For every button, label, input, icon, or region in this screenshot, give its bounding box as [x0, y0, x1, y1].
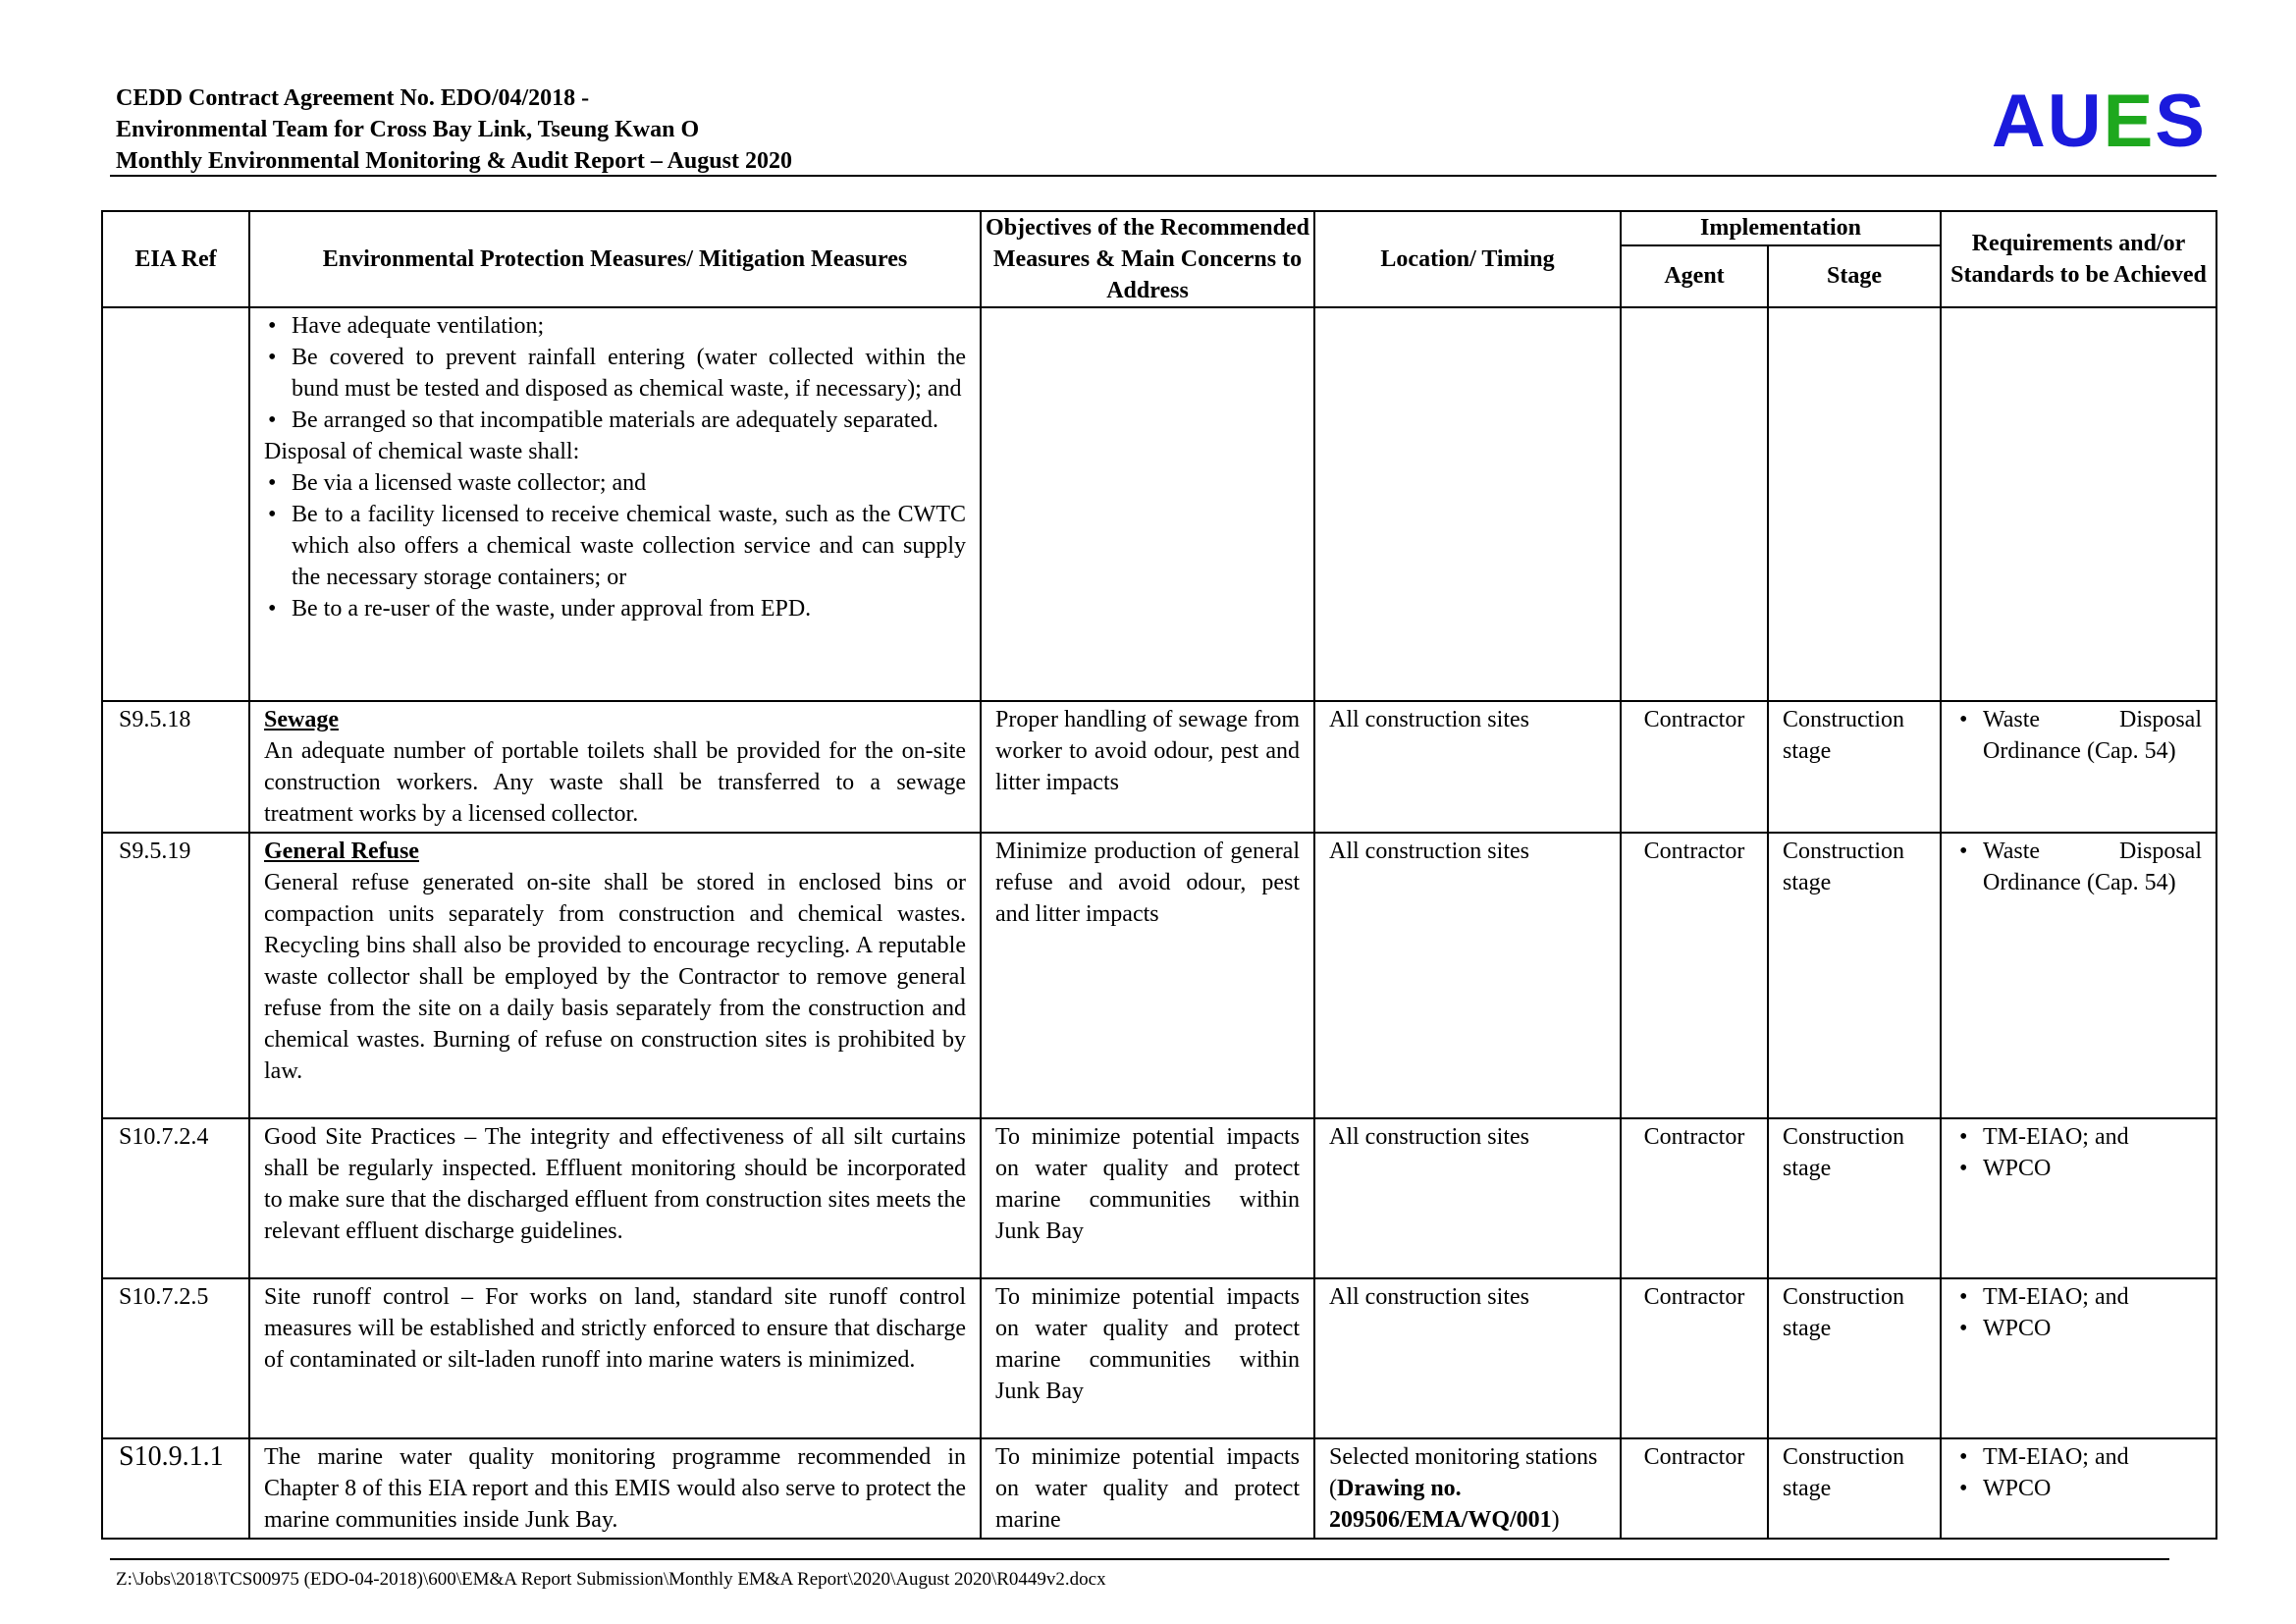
stage-cell: Construction stage — [1768, 1118, 1941, 1278]
location-cell: All construction sites — [1314, 833, 1621, 1118]
eia-ref-cell: S10.9.1.1 — [102, 1438, 249, 1539]
header-divider — [110, 175, 2216, 177]
list-item: • Have adequate ventilation; — [264, 310, 966, 342]
requirements-list — [1955, 1441, 2202, 1504]
contract-title: CEDD Contract Agreement No. EDO/04/2018 - — [116, 85, 590, 111]
agent-cell: Contractor — [1621, 833, 1768, 1118]
measures-cell: Site runoff control – For works on land, standard site runoff control measures will be established and strictly enforced to ensure that discharge of contaminated or silt-laden runoff into marine waters is minimized. — [249, 1278, 981, 1438]
stage-cell — [1768, 307, 1941, 701]
location-cell: All construction sites — [1314, 701, 1621, 833]
requirements-cell — [1941, 833, 2216, 1118]
agent-cell: Contractor — [1621, 701, 1768, 833]
list-item: • Be covered to prevent rainfall entering (water collected within the bund must be tested and disposed as chemical waste, if necessary); and — [264, 342, 966, 405]
col-header-measures: Environmental Protection Measures/ Mitigation Measures — [249, 211, 981, 307]
table-row — [102, 833, 2216, 1118]
mitigation-measures-table — [101, 210, 2217, 1540]
table-row — [102, 701, 2216, 833]
requirements-list — [1955, 836, 2202, 898]
eia-ref-cell: S10.7.2.4 — [102, 1118, 249, 1278]
measures-cell — [249, 833, 981, 1118]
measures-cell — [249, 701, 981, 833]
table-row — [102, 1278, 2216, 1438]
col-header-requirements: Requirements and/or Standards to be Achieved — [1941, 211, 2216, 307]
agent-cell: Contractor — [1621, 1278, 1768, 1438]
measure-text: General refuse generated on-site shall be stored in enclosed bins or compaction units separately from construction and chemical wastes. Recycling bins shall also be provided to encourage recycling. A reputable waste collector shall be employed by the Contractor to remove general refuse from the site on a daily basis separately from the construction and chemical wastes. Burning of refuse on construction sites is prohibited by law. — [264, 870, 966, 1084]
location-cell — [1314, 1438, 1621, 1539]
disposal-intro-text: Disposal of chemical waste shall: — [264, 439, 580, 464]
storage-requirements-list — [264, 310, 966, 436]
measure-title: General Refuse — [264, 839, 419, 864]
measures-cell — [249, 307, 981, 701]
stage-cell: Construction stage — [1768, 701, 1941, 833]
requirements-list — [1955, 704, 2202, 767]
list-item: • Be to a facility licensed to receive chemical waste, such as the CWTC which also offers a chemical waste collection service and can supply the necessary storage containers; or — [264, 499, 966, 593]
measure-title: Sewage — [264, 707, 339, 732]
footer-divider — [110, 1558, 2169, 1560]
table-row — [102, 1118, 2216, 1278]
location-cell: All construction sites — [1314, 1118, 1621, 1278]
col-header-location: Location/ Timing — [1314, 211, 1621, 307]
eia-ref-cell: S9.5.19 — [102, 833, 249, 1118]
col-header-eia-ref: EIA Ref — [102, 211, 249, 307]
objectives-cell: To minimize potential impacts on water quality and protect marine communities within Junk Bay — [981, 1278, 1314, 1438]
location-cell: All construction sites — [1314, 1278, 1621, 1438]
header-title-block — [116, 82, 2216, 177]
location-suffix: ) — [1551, 1507, 1560, 1533]
logo-part-s: S — [2155, 80, 2207, 163]
stage-cell: Construction stage — [1768, 1438, 1941, 1539]
requirements-cell — [1941, 701, 2216, 833]
aues-logo — [1992, 82, 2207, 161]
footer-file-path: Z:\Jobs\2018\TCS00975 (EDO-04-2018)\600\EM&A Report Submission\Monthly EM&A Report\2020\August 2020\R0449v2.docx — [116, 1569, 1106, 1590]
objectives-cell — [981, 307, 1314, 701]
agent-cell: Contractor — [1621, 1118, 1768, 1278]
location-prefix: Selected monitoring stations ( — [1329, 1444, 1598, 1501]
measure-text: An adequate number of portable toilets shall be provided for the on-site construction workers. Any waste shall be transferred to a sewage treatment works by a licensed collector. — [264, 738, 966, 827]
location-cell — [1314, 307, 1621, 701]
list-item: • TM-EIAO; and — [1955, 1441, 2202, 1473]
list-item: • TM-EIAO; and — [1955, 1121, 2202, 1153]
requirements-cell — [1941, 1278, 2216, 1438]
agent-cell — [1621, 307, 1768, 701]
project-title: Environmental Team for Cross Bay Link, Tseung Kwan O — [116, 117, 700, 142]
col-header-stage: Stage — [1768, 245, 1941, 307]
requirements-cell — [1941, 307, 2216, 701]
report-header — [116, 82, 2216, 177]
list-item: • WPCO — [1955, 1313, 2202, 1344]
requirements-list — [1955, 1281, 2202, 1344]
col-header-agent: Agent — [1621, 245, 1768, 307]
measures-cell: The marine water quality monitoring programme recommended in Chapter 8 of this EIA report and this EMIS would also serve to protect the marine communities inside Junk Bay. — [249, 1438, 981, 1539]
requirements-cell — [1941, 1118, 2216, 1278]
list-item: • WPCO — [1955, 1473, 2202, 1504]
list-item: • WPCO — [1955, 1153, 2202, 1184]
logo-part-e: E — [2103, 80, 2156, 163]
eia-ref-cell: S9.5.18 — [102, 701, 249, 833]
agent-cell: Contractor — [1621, 1438, 1768, 1539]
table-row — [102, 307, 2216, 701]
drawing-reference: Drawing no. 209506/EMA/WQ/001 — [1329, 1476, 1552, 1533]
requirements-cell — [1941, 1438, 2216, 1539]
objectives-cell: To minimize potential impacts on water quality and protect marine communities within Junk Bay — [981, 1118, 1314, 1278]
list-item: • Waste Disposal Ordinance (Cap. 54) — [1955, 704, 2202, 767]
measures-cell: Good Site Practices – The integrity and effectiveness of all silt curtains shall be regularly inspected. Effluent monitoring should be incorporated to make sure that the discharged effluent from construction sites meets the relevant effluent discharge guidelines. — [249, 1118, 981, 1278]
list-item: • Be via a licensed waste collector; and — [264, 467, 966, 499]
table-row — [102, 1438, 2216, 1539]
list-item: • Waste Disposal Ordinance (Cap. 54) — [1955, 836, 2202, 898]
eia-ref-cell: S10.7.2.5 — [102, 1278, 249, 1438]
col-header-implementation: Implementation — [1621, 211, 1941, 245]
stage-cell: Construction stage — [1768, 833, 1941, 1118]
report-title: Monthly Environmental Monitoring & Audit Report – August 2020 — [116, 148, 792, 174]
logo-part-au: AU — [1991, 80, 2104, 163]
stage-cell: Construction stage — [1768, 1278, 1941, 1438]
disposal-requirements-list — [264, 467, 966, 624]
requirements-list — [1955, 1121, 2202, 1184]
objectives-cell: Proper handling of sewage from worker to avoid odour, pest and litter impacts — [981, 701, 1314, 833]
objectives-cell: Minimize production of general refuse and avoid odour, pest and litter impacts — [981, 833, 1314, 1118]
eia-ref-cell — [102, 307, 249, 701]
objectives-cell: To minimize potential impacts on water quality and protect marine — [981, 1438, 1314, 1539]
list-item: • Be to a re-user of the waste, under approval from EPD. — [264, 593, 966, 624]
col-header-objectives: Objectives of the Recommended Measures & Main Concerns to Address — [981, 211, 1314, 307]
list-item: • Be arranged so that incompatible materials are adequately separated. — [264, 405, 966, 436]
list-item: • TM-EIAO; and — [1955, 1281, 2202, 1313]
